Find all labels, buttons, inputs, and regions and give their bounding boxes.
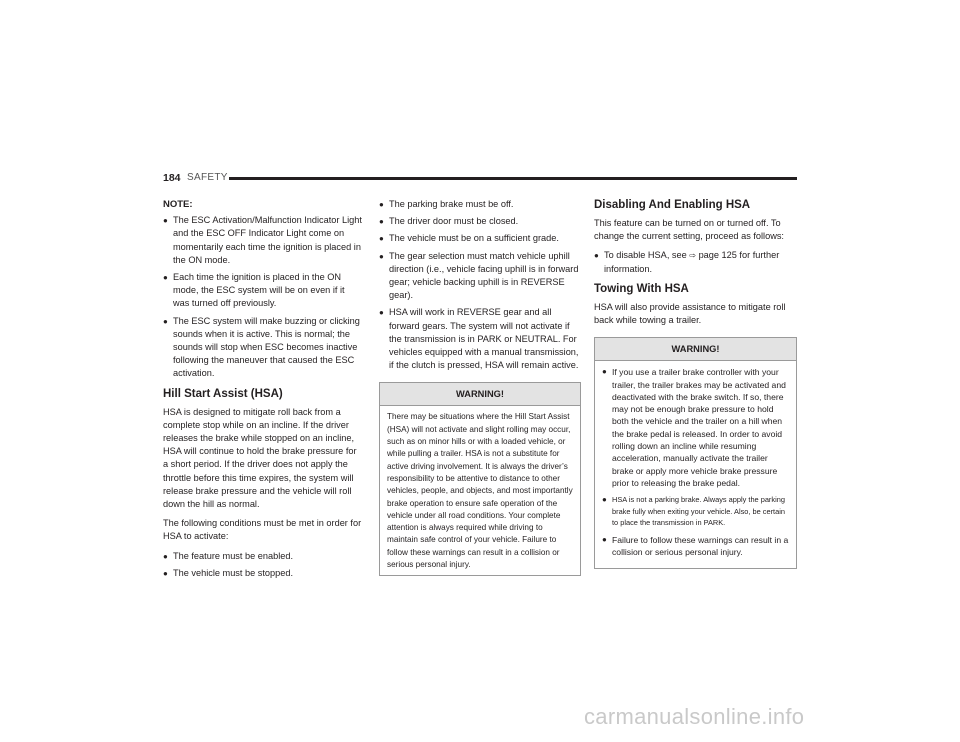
bullet-icon: ● <box>379 200 384 209</box>
paragraph: This feature can be turned on or turned off. To change the current setting, proceed as follows: <box>594 218 784 242</box>
note-list <box>163 214 362 380</box>
list-item: ● The vehicle must be on a sufficient grade. <box>379 232 581 245</box>
bullet-icon: ● <box>163 316 168 326</box>
bullet-icon: ● <box>594 251 599 261</box>
bullet-icon: ● <box>163 273 168 283</box>
section-heading-hsa: Hill Start Assist (HSA) <box>163 387 283 400</box>
list-item: ● The driver door must be closed. <box>379 215 581 228</box>
bullet-icon: ● <box>163 568 168 578</box>
bullet-icon: ● <box>602 495 607 505</box>
list-item: ● The gear selection must match vehicle uphill direction (i.e., vehicle facing uphill is in forward gear; vehicle backing uphill is in REVERSE gear). <box>379 250 579 301</box>
warning-box <box>379 382 581 576</box>
condition-list <box>379 198 581 372</box>
condition-list <box>163 550 362 580</box>
list-item: ● Failure to follow these warnings can result in a collision or serious personal injury. <box>602 534 789 558</box>
list-item: ● Each time the ignition is placed in the ON mode, the ESC system will be on even if it was turned off previously. <box>163 272 345 309</box>
bullet-icon: ● <box>379 234 384 244</box>
page-reference-link[interactable]: page 125 for further information. <box>604 250 780 274</box>
page-number: 184 <box>163 172 181 184</box>
list-item: ● To disable HSA, see ⇨ page 125 for further information. <box>594 250 780 274</box>
list-item: ● HSA will work in REVERSE gear and all forward gears. The system will not activate if the transmission is in PARK or NEUTRAL. For vehicles equipped with a manual transmission, if the clutch is pressed, HSA will remain active. <box>379 307 579 371</box>
list-item: ● The parking brake must be off. <box>379 198 581 211</box>
list-item: ● The ESC system will make buzzing or clicking sounds when it is active. This is normal; the sounds will stop when ESC becomes inactive following the maneuver that caused the ESC activation. <box>163 315 360 379</box>
list-item: ● The ESC Activation/Malfunction Indicator Light and the ESC OFF Indicator Light come on momentarily each time the ignition is placed in the ON mode. <box>163 215 362 265</box>
warning-title: WARNING! <box>595 338 796 361</box>
warning-text: There may be situations where the Hill Start Assist (HSA) will not activate and slight rolling may occur, such as on minor hills or with a loaded vehicle, or while pulling a trailer. HSA is not a substitute for active driving involvement. It is always the driver’s responsibility to be attentive to distance to other vehicles, people, and objects, and most importantly brake operation to ensure safe operation of the vehicle under all road conditions. Your complete attention is always required while driving to maintain safe control of your vehicle. Failure to follow these warnings can result in a collision or serious personal injury. <box>387 412 573 569</box>
paragraph: HSA is designed to mitigate roll back from a complete stop while on an incline. If the driver releases the brake while stopped on an incline, HSA will continue to hold the brake pressure for a short period. If the driver does not apply the throttle before this time expires, the system will release brake pressure and the vehicle will roll down the hill as normal. <box>163 406 357 510</box>
bullet-icon: ● <box>163 216 168 226</box>
warning-list <box>602 366 789 558</box>
column-1 <box>163 198 362 584</box>
header-rule <box>229 177 797 180</box>
page-header <box>163 170 797 186</box>
bullet-icon: ● <box>379 217 384 227</box>
section-heading-towing: Towing With HSA <box>594 282 689 295</box>
warning-box <box>594 337 797 568</box>
note-label: NOTE: <box>163 199 193 210</box>
list-item: ● The feature must be enabled. <box>163 550 362 563</box>
warning-body <box>595 361 796 567</box>
bullet-icon: ● <box>379 251 384 261</box>
paragraph: The following conditions must be met in order for HSA to activate: <box>163 518 362 542</box>
paragraph: HSA will also provide assistance to mitigate roll back while towing a trailer. <box>594 301 786 326</box>
page-reference-arrow-icon: ⇨ <box>689 251 696 261</box>
bullet-icon: ● <box>163 551 168 561</box>
column-2 <box>379 198 581 576</box>
watermark: carmanualsonline.info <box>584 704 805 729</box>
section-title: SAFETY <box>187 172 228 183</box>
column-3 <box>594 198 797 569</box>
bullet-icon: ● <box>602 534 607 544</box>
list-item: ● HSA is not a parking brake. Always apply the parking brake fully when exiting your vehicle. Also, be certain to place the transmission in PARK. <box>602 495 785 528</box>
bullet-icon: ● <box>602 367 607 377</box>
section-heading-disabling: Disabling And Enabling HSA <box>594 199 751 211</box>
list-item: ● If you use a trailer brake controller with your trailer, the trailer brakes may be activated and deactivated with the brake switch. If so, there may not be enough brake pressure to hold both the vehicle and the trailer on a hill when the brake pedal is released. In order to avoid rolling down an incline while resuming acceleration, manually activate the trailer brake or apply more vehicle brake pressure prior to releasing the brake pedal. <box>602 367 786 488</box>
instruction-list <box>594 249 797 275</box>
warning-title: WARNING! <box>380 383 580 406</box>
list-item: ● The vehicle must be stopped. <box>163 567 362 580</box>
bullet-icon: ● <box>379 308 384 318</box>
